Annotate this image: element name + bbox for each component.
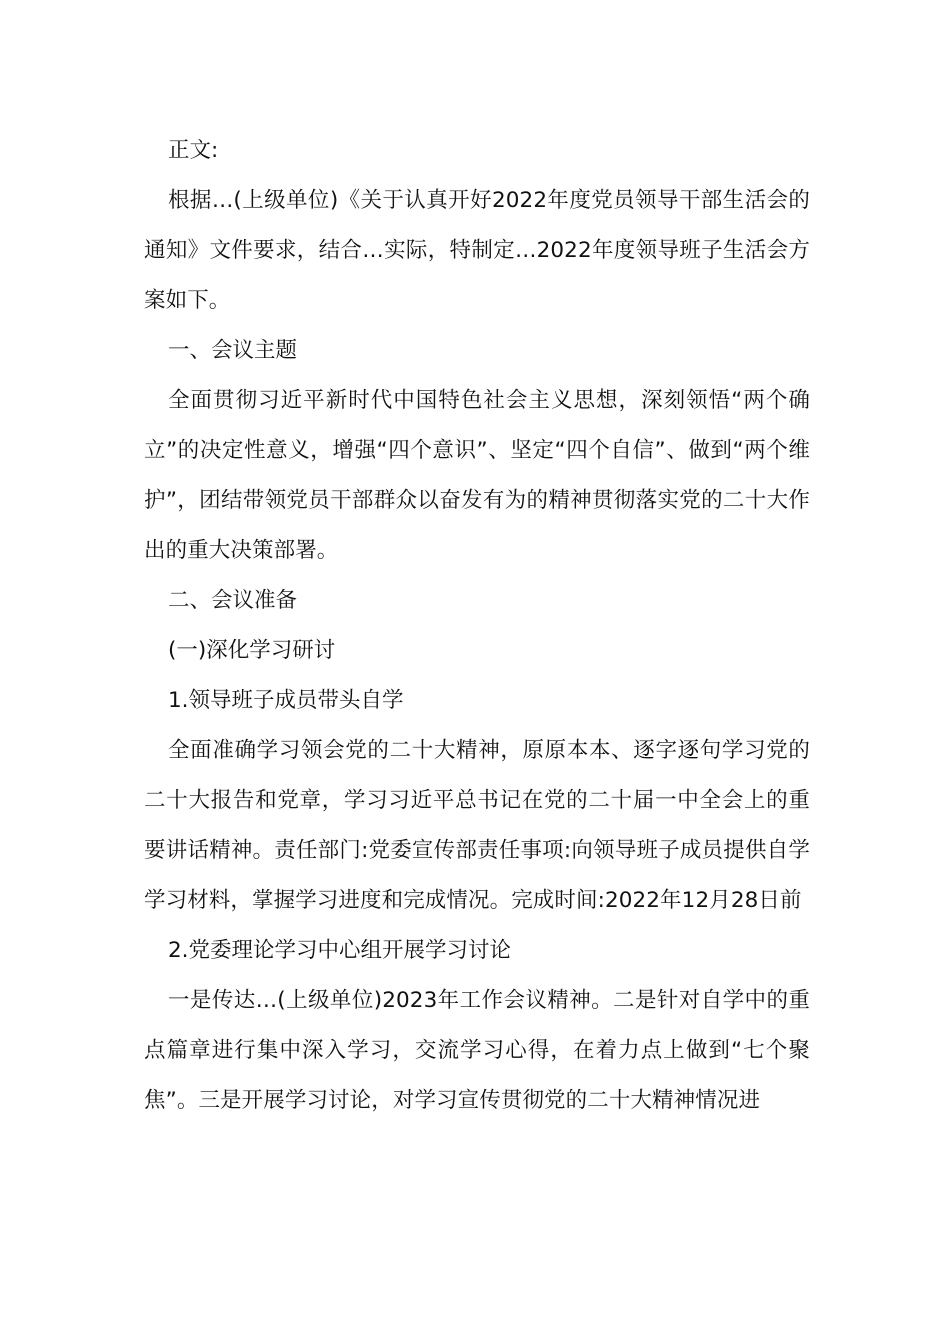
item-1-paragraph: 全面准确学习领会党的二十大精神，原原本本、逐字逐句学习党的二十大报告和党章，学习习近平总书记在党的二十届一中全会上的重要讲话精神。责任部门:党委宣传部责任事项:向领导班子成员提供自学学习材料，掌握学习进度和完成情况。完成时间:2022年12月28日前 [144,738,810,913]
document-body [144,126,810,1126]
subsection-1-title: (一)深化学习研讨 [168,638,336,663]
item-1-title: 1.领导班子成员带头自学 [168,688,404,713]
section-1-paragraph: 全面贯彻习近平新时代中国特色社会主义思想，深刻领悟“两个确立”的决定性意义，增强“四个意识”、坚定“四个自信”、做到“两个维护”，团结带领党员干部群众以奋发有为的精神贯彻落实党的二十大作出的重大决策部署。 [144,388,810,563]
section-2-title: 二、会议准备 [168,588,298,613]
item-2-paragraph: 一是传达…(上级单位)2023年工作会议精神。二是针对自学中的重点篇章进行集中深入学习，交流学习心得，在着力点上做到“七个聚焦”。三是开展学习讨论，对学习宣传贯彻党的二十大精神情况进 [144,988,810,1113]
intro-paragraph: 根据…(上级单位)《关于认真开好2022年度党员领导干部生活会的通知》文件要求，结合…实际，特制定…2022年度领导班子生活会方案如下。 [144,188,810,313]
section-1-title: 一、会议主题 [168,338,298,363]
item-2-title: 2.党委理论学习中心组开展学习讨论 [168,938,512,963]
body-label: 正文: [168,138,219,163]
